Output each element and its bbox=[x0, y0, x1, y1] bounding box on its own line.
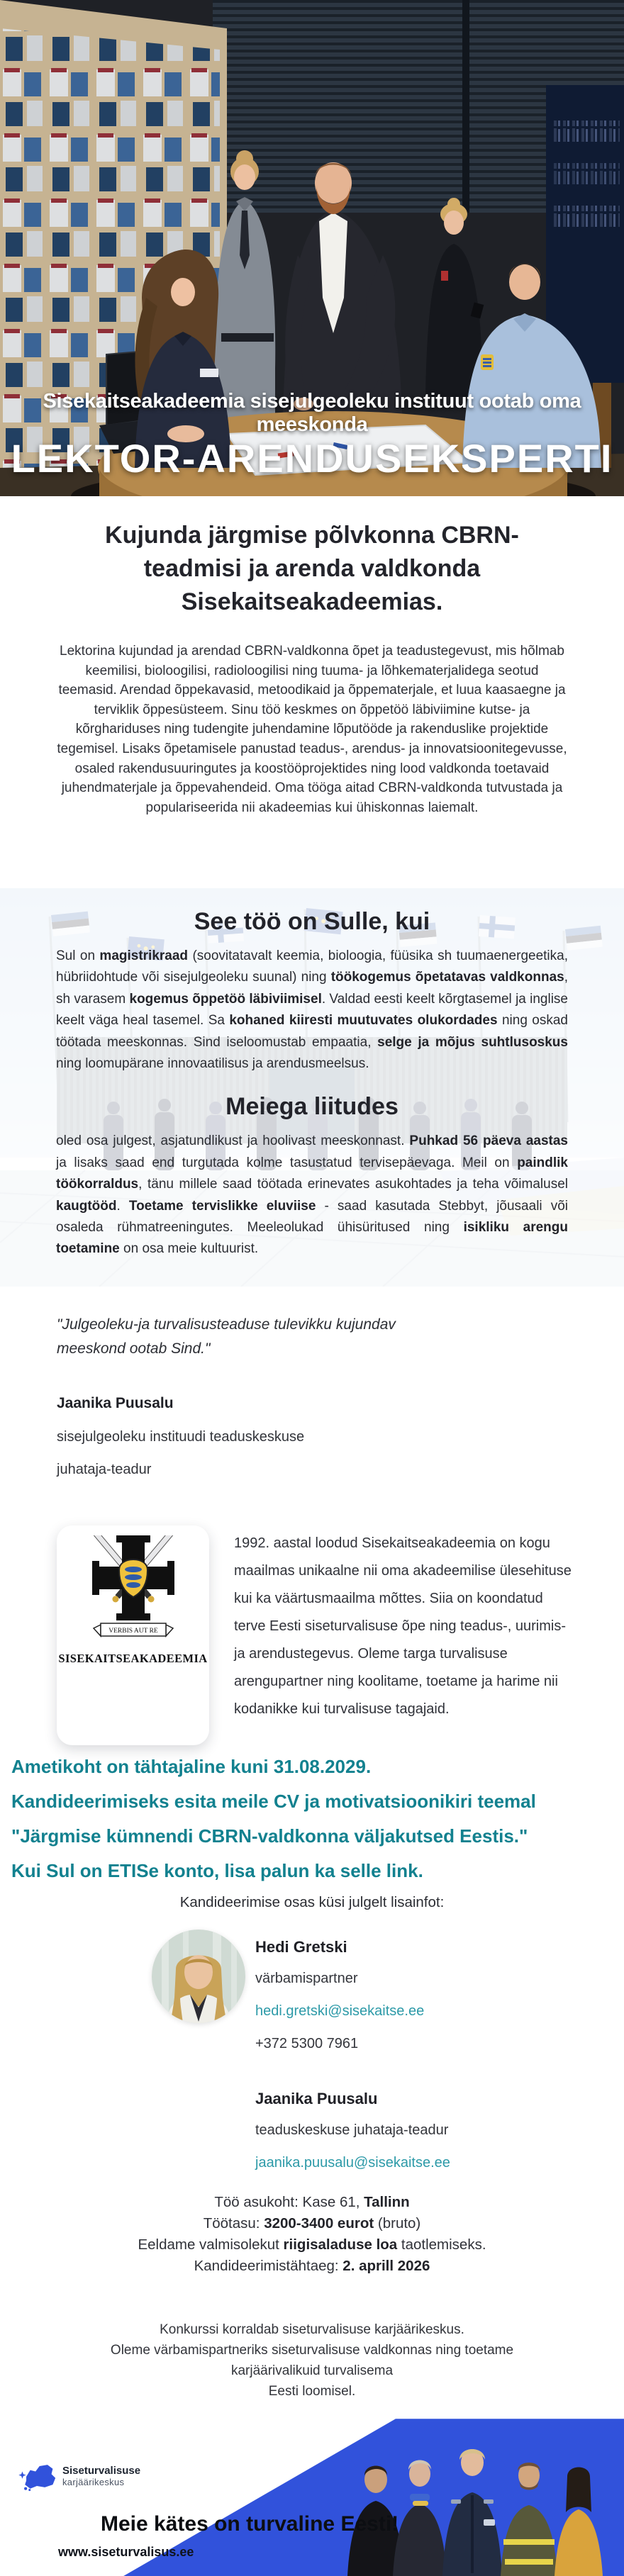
footer-slogan: Meie kätes on turvaline Eesti! bbox=[101, 2512, 399, 2536]
cta-line-etis: Kui Sul on ETISe konto, lisa palun ka selle link. bbox=[11, 1860, 423, 1881]
banner-people-photo bbox=[326, 2434, 624, 2576]
footer-org-name-line1: Siseturvalisuse bbox=[62, 2465, 141, 2477]
closing-note bbox=[0, 2319, 624, 2402]
contact-jaanika-role: teaduskeskuse juhataja-teadur bbox=[255, 2122, 449, 2138]
contacts-heading: Kandideerimise osas küsi julgelt lisainfot: bbox=[179, 1894, 445, 1910]
contact-hedi-phone: +372 5300 7961 bbox=[255, 2036, 359, 2051]
footer-brand bbox=[17, 2458, 140, 2494]
hero-kicker: Sisekaitseakadeemia sisejulgeoleku instituut ootab oma meeskonda bbox=[43, 390, 581, 436]
closing-line: Oleme värbamispartneriks siseturvalisuse valdkonnas ning toetame bbox=[110, 2343, 514, 2358]
detail-clearance: Eeldame valmisolekut riigisaladuse loa taotlemiseks. bbox=[138, 2236, 486, 2253]
intro-heading: Kujunda järgmise põlvkonna CBRN-teadmisi ja arenda valdkonda Sisekaitseakadeemias. bbox=[105, 522, 519, 615]
quote-author-role-line2: juhataja-teadur bbox=[57, 1462, 152, 1477]
suitability-heading: See töö on Sulle, kui bbox=[194, 908, 430, 935]
contact-hedi-name: Hedi Gretski bbox=[255, 1938, 347, 1956]
suitability-paragraph: Sul on magistrikraad (soovitatavalt keemia, bioloogia, füüsika sh tuumaenergeetika, hübriidohtude või sisejulgeoleku suunal) ning töökogemus õpetatavas valdkonnas, sh varasem kogemus õppetöö läbiviimisel. Valdad eesti keelt kõrgtasemel ja inglise keelt väga heal tasemel. Sa kohaned kiiresti muutuvates olukordades ning oskad töötada meeskonnas. Sind iseloomustab empaatia, selge ja mõjus suhtlusoskus ning loomupärane innovaatilisus ja arendusmeelsus. bbox=[56, 948, 568, 1072]
contact-jaanika-email-link[interactable]: jaanika.puusalu@sisekaitse.ee bbox=[255, 2155, 450, 2171]
about-paragraph: 1992. aastal loodud Sisekaitseakadeemia on kogu maailmas unikaalne nii oma akadeemilise ülesehituse kui ka väärtusmaailma mõttes. Siia on koondatud terve Eesti siseturvalisuse õpe ning teadus-, uurimis- ja arendustegevus. Oleme targa turvalisuse arengupartner ning koolitame, toetame ja harime nii kodanikke kui turvalisuse tagajaid. bbox=[234, 1535, 572, 1717]
contact-hedi-email-link[interactable]: hedi.gretski@sisekaitse.ee bbox=[255, 2003, 425, 2019]
footer-banner bbox=[0, 2417, 624, 2576]
quote-author-role-line1: sisejulgeoleku instituudi teaduskeskuse bbox=[57, 1429, 305, 1445]
job-details bbox=[0, 2192, 624, 2277]
cta-line-term: Ametikoht on tähtajaline kuni 31.08.2029. bbox=[11, 1756, 372, 1777]
joining-heading: Meiega liitudes bbox=[225, 1093, 399, 1121]
academy-name-label: SISEKAITSEAKADEEMIA bbox=[58, 1652, 208, 1665]
detail-salary: Töötasu: 3200-3400 eurot (bruto) bbox=[203, 2215, 421, 2231]
quote-author: Jaanika Puusalu bbox=[57, 1395, 174, 1411]
detail-deadline: Kandideerimistähtaeg: 2. aprill 2026 bbox=[194, 2258, 430, 2274]
intro-paragraph: Lektorina kujundad ja arendad CBRN-valdkonna õpet ja teadustegevust, mis hõlmab keemilisi, bioloogilisi, radioloogilisi ning tuuma- ja lõhkematerjalidega seotud teemasid. Arendad õppekavasid, metoodikaid ja õppematerjale, et luua kaasaegne ja terviklik õppesüsteem. Sinu töö keskmes on õppetöö läbiviimine kutse- ja kõrghariduses ning tudengite juhendamine lõputööde ja rakenduslike projektide tegemisel. Lisaks õpetamisele panustad teadus-, arendus- ja innovatsioonitegevusse, osaled rakendusuuringutes ja koostööprojektides ning lood valdkonda toetavaid juhendmaterjale ja õppevahendeid. Oma tööga aitad CBRN-valdkonda tutvustada ja populariseerida nii akadeemias kui ühiskonnas laiemalt. bbox=[57, 644, 567, 815]
banner-person-5 bbox=[555, 2468, 603, 2576]
banner-person-2 bbox=[393, 2460, 447, 2576]
hedi-portrait-icon bbox=[152, 1930, 245, 2023]
footer-website-link[interactable]: www.siseturvalisus.ee bbox=[58, 2545, 194, 2559]
detail-location: Töö asukoht: Kase 61, Tallinn bbox=[214, 2194, 410, 2210]
contact-avatar bbox=[152, 1930, 245, 2023]
footer-org-name-line2: karjäärikeskus bbox=[62, 2477, 125, 2487]
estonia-map-icon bbox=[17, 2458, 57, 2494]
application-cta bbox=[11, 1749, 615, 1888]
hero-photo bbox=[0, 0, 624, 496]
contact-hedi-email-wrap bbox=[255, 2003, 424, 2020]
academy-crest-icon bbox=[84, 1535, 183, 1647]
contact-jaanika-email-wrap bbox=[255, 2155, 450, 2171]
closing-line: Konkurssi korraldab siseturvalisuse karjäärikeskus. bbox=[160, 2322, 464, 2337]
closing-line: karjäärivalikuid turvalisema bbox=[230, 2363, 394, 2378]
quote-text: "Julgeoleku-ja turvalisusteaduse tulevikku kujundav meeskond ootab Sind." bbox=[57, 1316, 396, 1357]
hero-job-title: LEKTOR-ARENDUSEKSPERTI bbox=[11, 436, 613, 481]
closing-line: Eesti loomisel. bbox=[268, 2384, 356, 2399]
cta-line-apply: Kandideerimiseks esita meile CV ja motivatsioonikiri teemal "Järgmise kümnendi CBRN-valdkonna väljakutsed Eestis." bbox=[11, 1791, 536, 1847]
requirements-section bbox=[0, 888, 624, 1287]
academy-logo-card bbox=[57, 1525, 209, 1745]
crest-motto: VERBIS AUT RE bbox=[108, 1628, 158, 1635]
joining-paragraph: oled osa julgest, asjatundlikust ja hoolivast meeskonnast. Puhkad 56 päeva aastas ja lisaks saad end turgutada kolme tasustatud tervisepäevaga. Meil on paindlik töökorraldus, tänu millele saad töötada erinevates asukohtades ja teha võimalusel kaugtööd. Toetame tervislikke eluviise - saad kasutada Stebbyt, jõusaali või osaleda rühmatreeningutes. Meeleolukad ühisüritused ning isikliku arengu toetamine on osa meie kultuurist. bbox=[56, 1133, 569, 1257]
contact-jaanika-name: Jaanika Puusalu bbox=[255, 2090, 378, 2107]
banner-person-3 bbox=[442, 2449, 502, 2576]
banner-person-4 bbox=[501, 2463, 557, 2576]
contact-hedi-role: värbamispartner bbox=[255, 1971, 358, 1986]
